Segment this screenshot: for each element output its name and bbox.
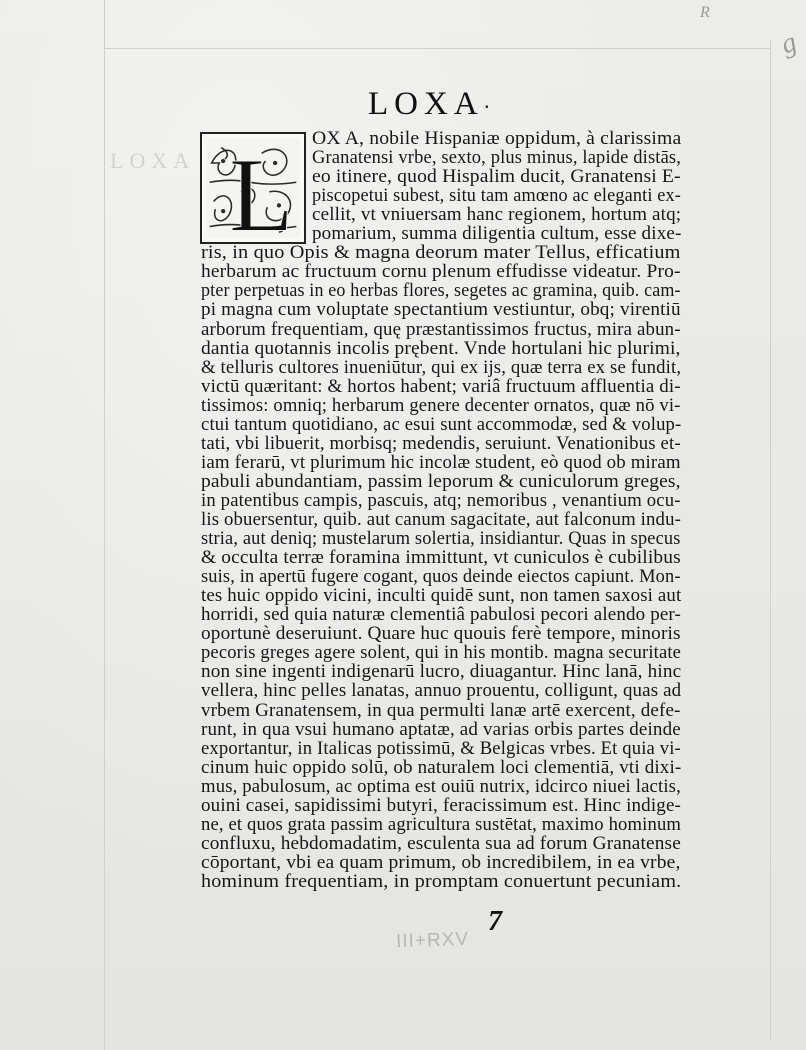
body-line: pi magna cum voluptate spectantium vestiuntur, obq; virentiū: [201, 299, 681, 321]
page-number: 7: [488, 906, 502, 937]
body-line: piscopetui subest, situ tam amœno ac eleganti ex-: [312, 185, 682, 207]
body-line: in patentibus campis, pascuis, atq; nemoribus , venantium ocu-: [201, 489, 681, 511]
body-line: mus, pabulosum, ac optima est ouiū nutrix, idcirco niuei lactis,: [201, 775, 681, 797]
body-line: & telluris cultores inueniūtur, qui ex ijs, quæ terra ex se fundit,: [201, 356, 682, 378]
body-line: eo itinere, quod Hispalim ducit, Granatensi E-: [312, 166, 681, 188]
title-ornament: ‧: [483, 97, 497, 119]
body-line: runt, in qua vsui humano aptatæ, ad varias orbis partes deinde: [201, 718, 681, 740]
corner-mark-g: g: [776, 26, 801, 61]
plate-edge-top: [104, 48, 770, 49]
initial-ornament-icon: [202, 134, 304, 242]
body-line: victū quæritant: & hortos habent; variâ fructuum affluentia di-: [201, 375, 681, 397]
body-line: non sine ingenti indigenarū lucro, diuagantur. Hinc lanā, hinc: [201, 661, 682, 683]
body-line: hominum frequentiam, in promptam conuertunt pecuniam.: [201, 870, 682, 892]
initial-letter: L: [228, 136, 294, 242]
handwritten-note: III+RXV: [395, 928, 470, 953]
body-line: ctui tantum quotidiano, ac esui sunt accommodæ, sed & volup-: [201, 413, 682, 435]
plate-edge-right: [770, 40, 771, 1040]
body-line: cinum huic oppido solū, ob naturalem loci clementiā, vti dixi-: [201, 756, 682, 778]
body-line: vellera, hinc pelles lanatas, annuo prouentu, colligunt, quas ad: [201, 680, 682, 702]
body-line: lis obuersentur, quib. aut canum sagacitate, aut falconum indu-: [201, 509, 681, 530]
body-line: ne, et quos grata passim agricultura sustētat, maximo hominum: [201, 813, 682, 835]
body-line: cellit, vt vniuersam hanc regionem, hortum atq;: [312, 204, 682, 226]
body-line: iam ferarū, vt plurimum hic incolæ student, eò quod ob miram: [201, 451, 681, 473]
page-title-text: LOXA: [368, 86, 484, 122]
body-line: stria, aut deniq; mustelarum solertia, insidiantur. Quas in specus: [201, 528, 681, 550]
page-title: [368, 86, 496, 123]
decorated-initial-l: [200, 132, 306, 244]
body-line: horridi, sed quia naturæ clementiâ pabulosi pecori alendo per-: [201, 604, 682, 626]
plate-edge-left: [104, 0, 105, 1050]
body-line: pomarium, summa diligentia cultum, esse dixe-: [312, 223, 682, 245]
body-line: tes huic oppido vicini, inculti quidē sunt, non tamen saxosi aut: [201, 585, 682, 607]
body-line: oportunè deseruiunt. Quare huc quouis ferè tempore, minoris: [201, 623, 681, 645]
body-line: pabuli abundantiam, passim leporum & cuniculorum greges,: [201, 470, 681, 492]
body-line: arborum frequentiam, quę præstantissimos fructus, mira abun-: [201, 318, 681, 340]
corner-mark-r: R: [700, 4, 710, 21]
body-line: cōportant, vbi ea quam primum, ob incredibilem, in ea vrbe,: [201, 851, 681, 873]
body-line: dantia quotannis incolis prębent. Vnde hortulani hic plurimi,: [201, 337, 681, 359]
body-line: tati, vbi libuerit, morbisq; medendis, seruiunt. Venationibus et-: [201, 432, 681, 454]
body-line: confluxu, hebdomadatim, esculenta sua ad forum Granatense: [201, 832, 681, 854]
body-line: vrbem Granatensem, in qua permulti lanæ artē exercent, defe-: [201, 699, 681, 721]
body-line: exportantur, in Italicas potissimū, & Belgicas vrbes. Et quia vi-: [201, 737, 681, 759]
body-line: pter perpetuas in eo herbas flores, segetes ac gramina, quib. cam-: [201, 280, 681, 302]
body-line: herbarum ac fructuum cornu plenum effudisse videatur. Pro-: [201, 261, 681, 283]
body-line: & occulta terræ foramina immittunt, vt cuniculos è cubilibus: [201, 547, 681, 569]
body-line: Granatensi vrbe, sexto, plus minus, lapide distās,: [312, 147, 682, 169]
body-line: tissimos: omniq; herbarum genere decenter ornatos, quæ nō vi-: [201, 394, 681, 416]
body-line: OX A, nobile Hispaniæ oppidum, à clarissima: [312, 128, 682, 149]
body-line: ouini casei, sapidissimi butyri, feracissimum est. Hinc indige-: [201, 794, 682, 816]
body-line: pecoris greges agere solent, qui in his montib. magna securitate: [201, 642, 682, 664]
body-line: suis, in apertū fugere cogant, quos deinde eiectos capiunt. Mon-: [201, 566, 681, 588]
ghost-title-offset: LOXA: [110, 148, 196, 173]
body-line: ris, in quo Opis & magna deorum mater Tellus, efficatium: [201, 242, 681, 264]
